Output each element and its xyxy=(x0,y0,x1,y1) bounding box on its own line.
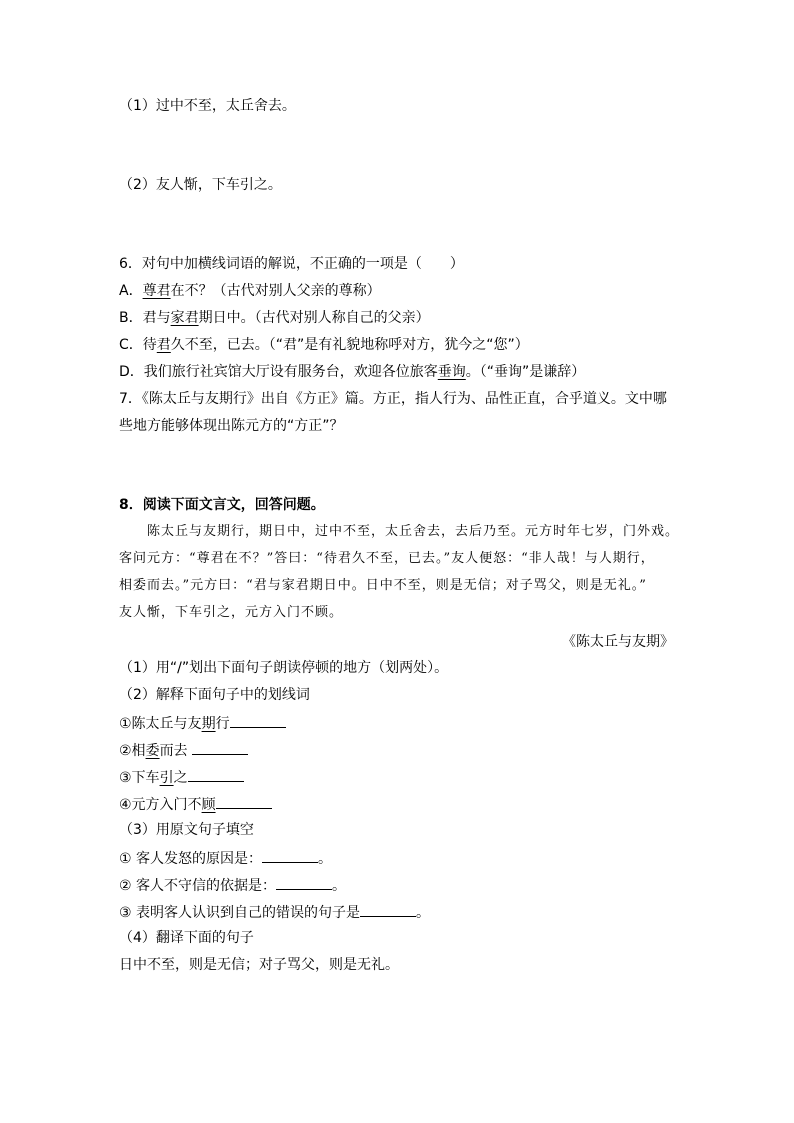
translate-sentence: 日中不至，则是无信；对子骂父，则是无礼。 xyxy=(119,957,399,973)
sub-question-text: 过中不至，太丘舍去。 xyxy=(155,98,296,114)
part-1-instruction: （1）用“/”划出下面句子朗读停顿的地方（划两处）。 xyxy=(119,660,449,676)
underlined-word: 尊君 xyxy=(142,283,171,299)
underlined-word: 家君 xyxy=(170,310,199,326)
word-item-2: ②相委而去 xyxy=(119,740,248,760)
question-6-option-a: A．尊君在不？（古代对别人父亲的尊称） xyxy=(119,283,381,299)
sub-question-number: （2） xyxy=(119,177,156,193)
fill-item-2: ② 客人不守信的依据是： 。 xyxy=(119,875,346,895)
question-6-option-c: C．待君久不至，已去。（“君”是有礼貌地称呼对方，犹今之“您”） xyxy=(119,337,529,353)
question-6-option-b: B．君与家君期日中。（古代对别人称自己的父亲） xyxy=(119,310,430,326)
underlined-word: 顾 xyxy=(201,797,216,813)
answer-blank[interactable] xyxy=(230,713,286,728)
underlined-word: 期 xyxy=(201,716,216,732)
passage-source: 《陈太丘与友期》 xyxy=(562,634,674,650)
passage-line-3: 相委而去。”元方曰：“君与家君期日中。日中不至，则是无信；对子骂父，则是无礼。” xyxy=(119,578,647,593)
question-6-title: 6．对句中加横线词语的解说，不正确的一项是（ ） xyxy=(119,256,464,272)
question-7-line-1: 7．《陈太丘与友期行》出自《方正》篇。方正，指人行为、品性正直，合乎道义。文中哪 xyxy=(119,391,667,407)
part-3-instruction: （3）用原文句子填空 xyxy=(119,822,254,838)
word-item-3: ③下车引之 xyxy=(119,767,244,787)
answer-blank[interactable] xyxy=(360,902,416,917)
passage-line-2: 客问元方：“尊君在不？”答曰：“待君久不至，已去。”友人便怒：“非人哉！与人期行， xyxy=(119,551,655,566)
sub-question-2 xyxy=(119,176,282,194)
question-6-option-d: D．我们旅行社宾馆大厅设有服务台，欢迎各位旅客垂询。（“垂询”是谦辞） xyxy=(119,364,586,380)
underlined-word: 委 xyxy=(145,743,160,759)
question-7-line-2: 些地方能够体现出陈元方的“方正”？ xyxy=(119,418,344,434)
underlined-word: 垂询 xyxy=(437,364,466,380)
sub-question-1 xyxy=(119,97,296,115)
answer-blank[interactable] xyxy=(192,740,248,755)
answer-blank[interactable] xyxy=(188,767,244,782)
fill-item-1: ① 客人发怒的原因是： 。 xyxy=(119,848,332,868)
word-item-1: ①陈太丘与友期行 xyxy=(119,713,286,733)
question-8-title: 8．阅读下面文言文，回答问题。 xyxy=(119,497,325,513)
passage-line-1: 陈太丘与友期行，期日中，过中不至，太丘舍去，去后乃至。元方时年七岁，门外戏。 xyxy=(147,524,680,539)
answer-blank[interactable] xyxy=(262,848,318,863)
fill-item-3: ③ 表明客人认识到自己的错误的句子是 。 xyxy=(119,902,430,922)
underlined-word: 引 xyxy=(159,770,174,786)
passage-line-4: 友人惭，下车引之，元方入门不顾。 xyxy=(119,605,344,620)
sub-question-text: 友人惭，下车引之。 xyxy=(155,177,282,193)
part-4-instruction: （4）翻译下面的句子 xyxy=(119,930,254,946)
sub-question-number: （1） xyxy=(119,98,156,114)
answer-blank[interactable] xyxy=(216,794,272,809)
answer-blank[interactable] xyxy=(276,875,332,890)
part-2-instruction: （2）解释下面句子中的划线词 xyxy=(119,687,310,703)
underlined-word: 君 xyxy=(156,337,171,353)
word-item-4: ④元方入门不顾 xyxy=(119,794,272,814)
